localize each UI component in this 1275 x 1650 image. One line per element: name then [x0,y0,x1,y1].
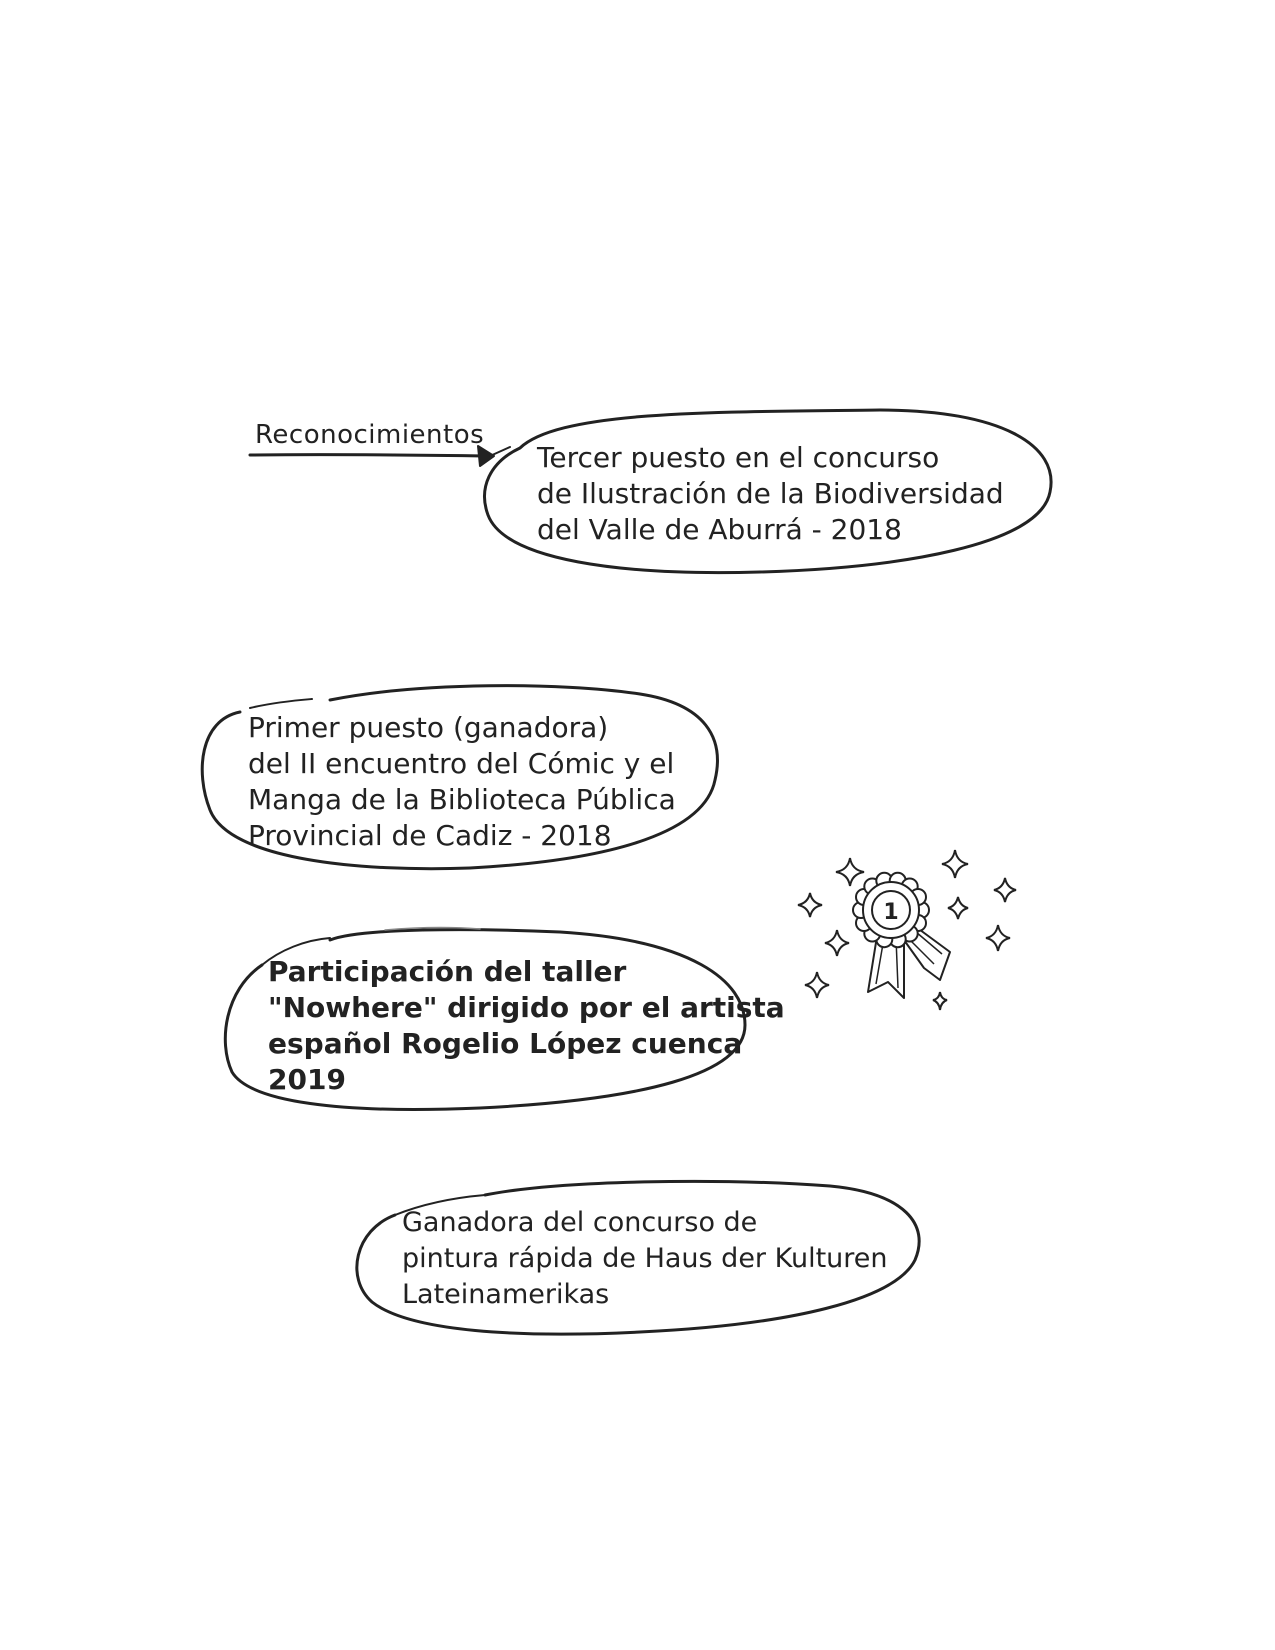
award-line: del Valle de Aburrá - 2018 [537,513,902,546]
award-line: Participación del taller [268,955,627,988]
award-line: "Nowhere" dirigido por el artista [268,991,785,1024]
sparkle-icon [933,992,947,1010]
sparkle-icon [798,893,822,917]
award-line: Lateinamerikas [402,1279,610,1310]
award-line: Primer puesto (ganadora) [248,711,609,744]
award-line: de Ilustración de la Biodiversidad [537,477,1004,510]
award-line: pintura rápida de Haus der Kulturen [402,1243,888,1274]
award-text-1 [537,440,1004,548]
medal-number: 1 [883,900,899,925]
award-line: Ganadora del concurso de [402,1207,758,1238]
sparkle-icon [994,878,1016,902]
section-heading: Reconocimientos [255,420,485,450]
sparkle-icon [836,858,864,886]
sparkle-icon [948,897,968,919]
award-line: Manga de la Biblioteca Pública [248,783,676,816]
sparkle-icon [986,925,1010,951]
award-text-3 [268,954,785,1098]
award-line: 2019 [268,1063,346,1096]
sparkle-icon [805,972,829,998]
sparkle-icon [825,930,849,956]
award-rosette-icon [853,873,950,998]
sparkle-icon [942,850,968,878]
award-line: Provincial de Cadiz - 2018 [248,819,612,852]
award-text-4 [402,1205,888,1313]
award-line: español Rogelio López cuenca [268,1027,743,1060]
award-text-2 [248,710,676,854]
award-line: del II encuentro del Cómic y el [248,747,675,780]
award-line: Tercer puesto en el concurso [537,441,940,474]
